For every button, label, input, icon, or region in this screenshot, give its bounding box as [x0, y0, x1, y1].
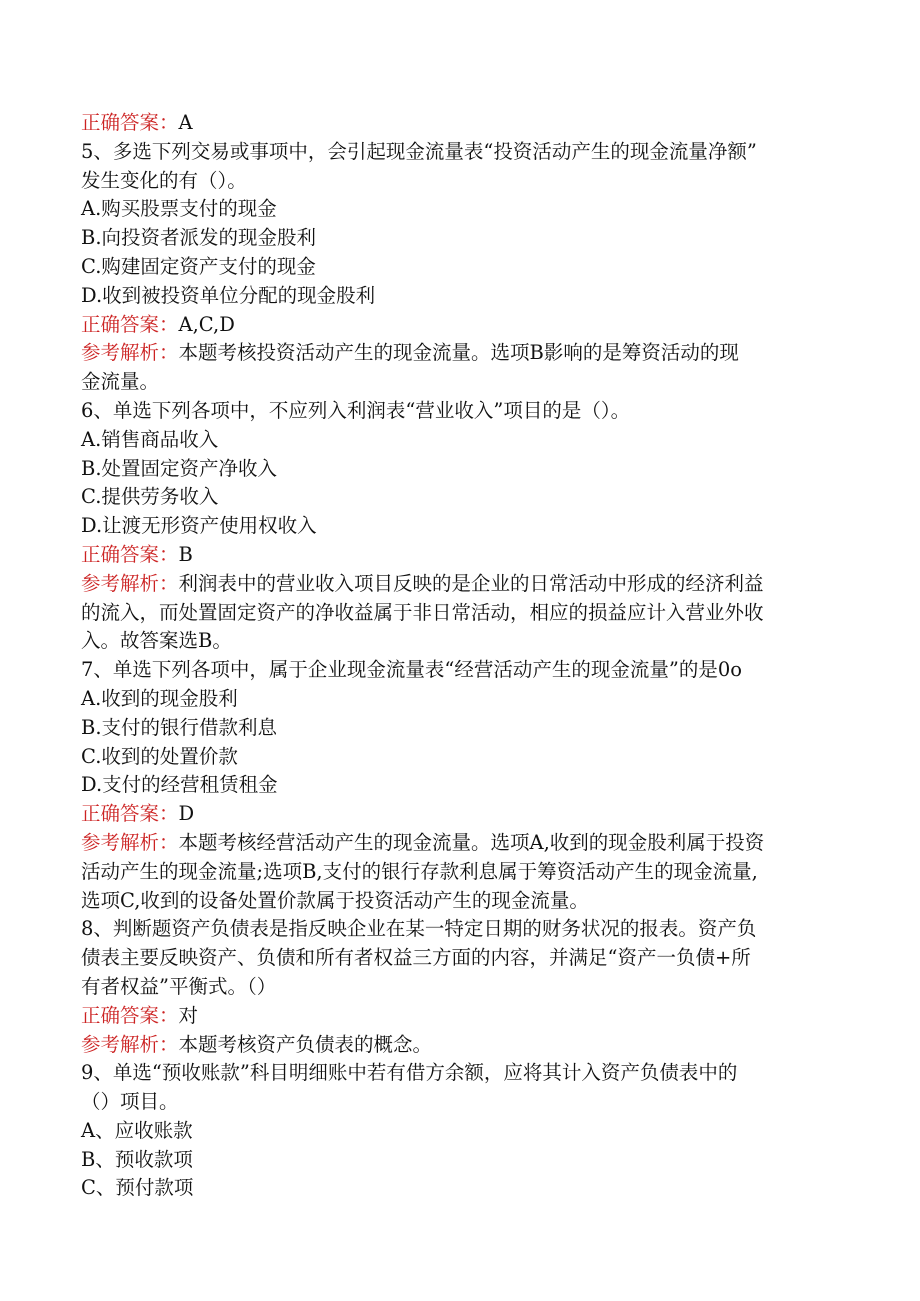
analysis-label: 参考解析：: [81, 830, 179, 854]
analysis-text: 本题考核资产负债表的概念。: [178, 1032, 433, 1056]
answer-value: 对: [178, 1003, 199, 1027]
answer-value: A: [178, 111, 193, 134]
question-8-stem-line-3: 有者权益”平衡式。（）: [81, 974, 277, 998]
question-5-option-a: A.购买股票支付的现金: [81, 197, 277, 221]
question-9-stem-line-1: 9、单选“预收账款”科目明细账中若有借方余额，应将其计入资产负债表中的: [81, 1061, 738, 1085]
analysis-line-q6-2: 的流入，而处置固定资产的净收益属于非日常活动，相应的损益应计入营业外收: [81, 600, 764, 624]
answer-value: B: [178, 542, 193, 566]
question-5-stem-line-2: 发生变化的有（）。: [81, 168, 247, 192]
question-7-option-c: C.收到的处置价款: [81, 744, 238, 768]
question-5-option-d: D.收到被投资单位分配的现金股利: [81, 283, 376, 307]
analysis-line-q7-2: 活动产生的现金流量;选项B,支付的银行存款利息属于筹资活动产生的现金流量,: [81, 859, 758, 883]
analysis-line-q6-3: 入。故答案选B。: [81, 629, 232, 653]
analysis-line-q8-1: [81, 1031, 841, 1060]
analysis-line-q5-1: [81, 339, 841, 368]
question-6-option-c: C.提供劳务收入: [81, 485, 219, 509]
answer-label: 正确答案：: [81, 542, 179, 566]
question-6-option-a: A.销售商品收入: [81, 427, 219, 451]
answer-label: 正确答案：: [81, 111, 179, 134]
answer-line-q4: [81, 109, 841, 138]
question-5-stem-line-1: 5、多选下列交易或事项中，会引起现金流量表“投资活动产生的现金流量净额”: [81, 139, 757, 163]
analysis-text: 本题考核投资活动产生的现金流量。选项B影响的是筹资活动的现: [178, 341, 739, 365]
question-7-stem-line-1: 7、单选下列各项中，属于企业现金流量表“经营活动产生的现金流量”的是0o: [81, 658, 742, 682]
question-9-option-c: C、预付款项: [81, 1176, 194, 1200]
question-5-option-c: C.购建固定资产支付的现金: [81, 254, 316, 278]
analysis-text: 本题考核经营活动产生的现金流量。选项A,收到的现金股利属于投资: [178, 830, 765, 854]
question-7-option-b: B.支付的银行借款利息: [81, 715, 278, 739]
answer-label: 正确答案：: [81, 802, 179, 826]
question-6-option-b: B.处置固定资产净收入: [81, 456, 278, 480]
question-8-stem-line-2: 债表主要反映资产、负债和所有者权益三方面的内容，并满足“资产一负债+所: [81, 946, 751, 970]
question-7-option-d: D.支付的经营租赁租金: [81, 773, 278, 797]
analysis-text: 利润表中的营业收入项目反映的是企业的日常活动中形成的经济利益: [178, 571, 764, 595]
analysis-label: 参考解析：: [81, 341, 179, 365]
question-9-option-a: A、应收账款: [81, 1118, 193, 1142]
question-5-option-b: B.向投资者派发的现金股利: [81, 226, 317, 250]
answer-line-q6: [81, 541, 841, 570]
analysis-label: 参考解析：: [81, 571, 179, 595]
document-page: [81, 109, 841, 1203]
answer-line-q5: [81, 311, 841, 340]
question-6-stem-line-1: 6、单选下列各项中，不应列入利润表“营业收入”项目的是（）。: [81, 398, 631, 422]
question-6-option-d: D.让渡无形资产使用权收入: [81, 514, 317, 538]
answer-value: A,C,D: [178, 312, 235, 336]
question-9-stem-line-2: （）项目。: [81, 1090, 179, 1114]
analysis-label: 参考解析：: [81, 1032, 179, 1056]
question-9-option-b: B、预收款项: [81, 1147, 193, 1171]
analysis-line-q7-3: 选项C,收到的设备处置价款属于投资活动产生的现金流量。: [81, 888, 589, 912]
answer-line-q8: [81, 1002, 841, 1031]
analysis-line-q5-2: 金流量。: [81, 370, 160, 394]
answer-line-q7: [81, 800, 841, 829]
analysis-line-q7-1: [81, 829, 841, 858]
question-7-option-a: A.收到的现金股利: [81, 686, 238, 710]
answer-label: 正确答案：: [81, 1003, 179, 1027]
answer-label: 正确答案：: [81, 312, 179, 336]
answer-value: D: [178, 802, 195, 826]
analysis-line-q6-1: [81, 570, 841, 599]
question-8-stem-line-1: 8、判断题资产负债表是指反映企业在某一特定日期的财务状况的报表。资产负: [81, 917, 757, 941]
